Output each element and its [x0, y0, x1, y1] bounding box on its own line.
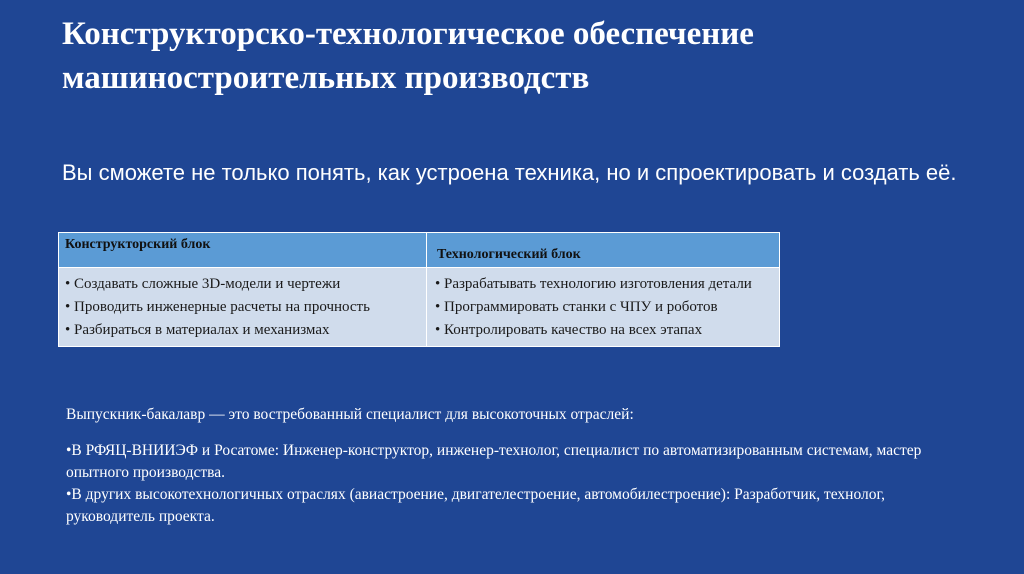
slide-subtitle: Вы сможете не только понять, как устроена техника, но и спроектировать и создать её.	[62, 160, 957, 185]
graduate-notes	[66, 404, 926, 528]
list-item: • Разрабатывать технологию изготовления детали	[435, 276, 752, 292]
notes-item: •В РФЯЦ-ВНИИЭФ и Росатоме: Инженер-конструктор, инженер-технолог, специалист по автоматизированным системам, мастер опытного производства.	[66, 442, 922, 481]
list-item: • Создавать сложные 3D-модели и чертежи	[65, 276, 341, 292]
list-item: • Проводить инженерные расчеты на прочность	[65, 299, 370, 315]
table-row	[59, 268, 780, 347]
design-block-cell	[59, 268, 427, 347]
technology-block-cell	[427, 268, 780, 347]
list-item: • Программировать станки с ЧПУ и роботов	[435, 299, 718, 315]
notes-item: •В других высокотехнологичных отраслях (авиастроение, двигателестроение, автомобилестроение): Разработчик, технолог, руководитель проекта.	[66, 486, 885, 525]
list-item: • Разбираться в материалах и механизмах	[65, 322, 330, 338]
slide-title: Конструкторско-технологическое обеспечение машиностроительных производств	[62, 16, 754, 96]
list-item: • Контролировать качество на всех этапах	[435, 322, 703, 338]
notes-intro: Выпускник-бакалавр — это востребованный специалист для высокоточных отраслей:	[66, 406, 634, 423]
skills-table	[58, 232, 780, 347]
header-design-block: Конструкторский блок	[59, 233, 427, 268]
table-header-row	[59, 233, 780, 268]
header-technology-block: Технологический блок	[427, 233, 780, 268]
